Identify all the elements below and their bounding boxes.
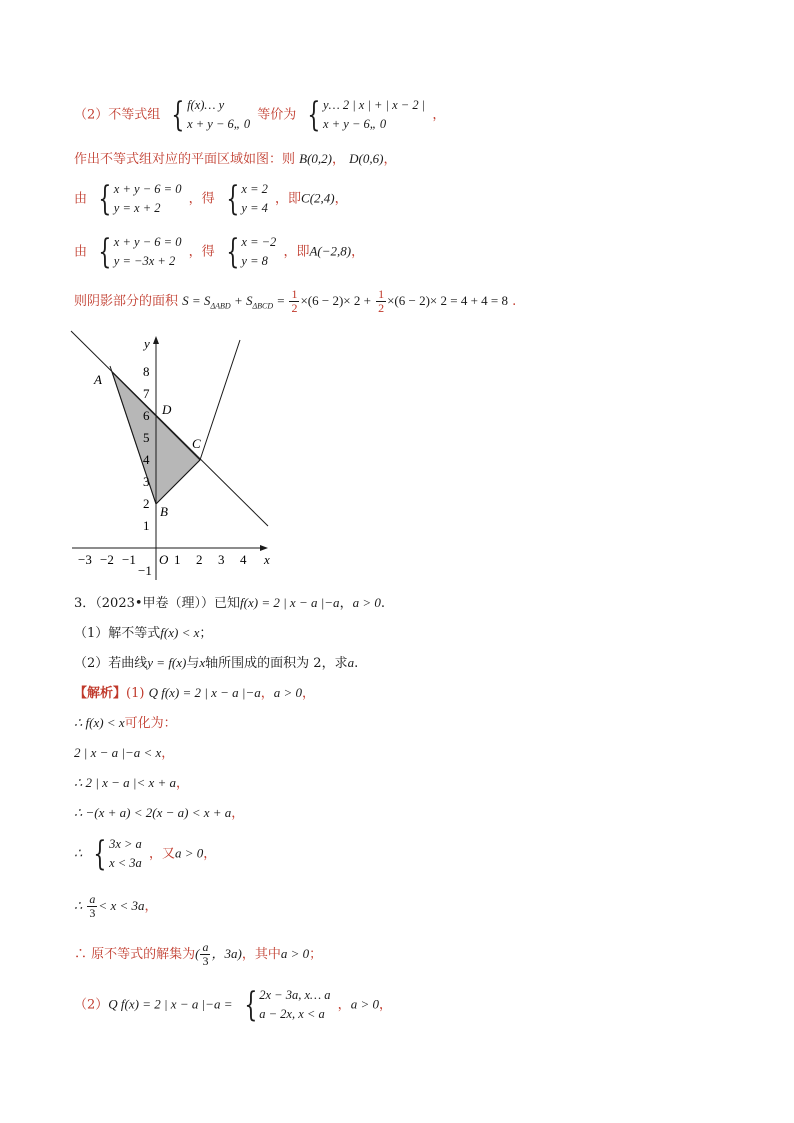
problem-3-statement <box>74 594 385 613</box>
solution-line <box>74 744 174 763</box>
math: ∴ 2 | x − a |< x + a <box>74 775 177 790</box>
text: (1) <box>126 686 145 701</box>
system-2: { x = 2 y = 4 <box>226 179 268 219</box>
text: . <box>512 294 517 309</box>
sys-row: x + y − 6 = 0 <box>113 182 182 196</box>
y-tick-6: 6 <box>143 408 150 423</box>
text: ，得 <box>188 244 215 260</box>
sys-row: x + y − 6„ 0 <box>323 117 387 131</box>
line-area <box>74 288 516 316</box>
line-solve-a <box>74 233 364 271</box>
solution-line <box>74 941 322 968</box>
sys-row: x = 2 <box>241 182 268 196</box>
sys-row: y = −3x + 2 <box>113 254 176 268</box>
sys-row: y = x + 2 <box>113 201 161 215</box>
text: ∴ 原不等式的解集为 <box>74 947 196 962</box>
text: 等价为 <box>257 107 297 123</box>
math: + S <box>230 293 253 308</box>
text: ， <box>432 107 446 123</box>
text: 由 <box>74 191 88 207</box>
math: y = f(x) <box>147 655 187 670</box>
numerator: a <box>89 892 96 906</box>
text: ， <box>351 244 365 260</box>
line-solve-c <box>74 180 348 218</box>
math: a > 0 <box>352 595 381 610</box>
system-1: { f(x)… y x + y − 6„ 0 <box>171 95 251 135</box>
text: ； <box>309 947 323 962</box>
text: ； <box>199 626 213 641</box>
math: ，3a) <box>211 946 242 961</box>
problem-3-part-2 <box>74 654 358 673</box>
region-graph <box>66 328 286 588</box>
text: ，其中 <box>241 947 281 962</box>
denominator: 2 <box>378 301 385 315</box>
y-tick-8: 8 <box>143 364 150 379</box>
math: Q f(x) = 2 | x − a |−a = <box>108 996 233 1012</box>
math: ∴ <box>74 845 83 861</box>
math: a > 0 <box>350 996 379 1012</box>
system-1: { x + y − 6 = 0 y = x + 2 <box>98 179 182 219</box>
math: Q f(x) = 2 | x − a |−a <box>148 685 261 700</box>
math: S = S <box>182 293 211 308</box>
text: ，即 <box>283 244 310 260</box>
math: a > 0 <box>280 946 310 961</box>
math: ×(6 − 2)× 2 + <box>300 293 371 308</box>
math: D(0,6) <box>349 151 384 166</box>
text: ， <box>161 746 175 761</box>
fraction-half <box>376 288 386 315</box>
text: 由 <box>74 244 88 260</box>
solution-start <box>74 684 315 703</box>
math: A(−2,8) <box>309 243 352 259</box>
text: ， <box>144 899 158 914</box>
point-b-label: B <box>160 504 168 519</box>
x-tick-3: 3 <box>218 552 225 567</box>
system-2: { y… 2 | x | + | x − 2 | x + y − 6„ 0 <box>307 95 426 135</box>
math: ( <box>195 946 200 961</box>
point-c-label: C <box>192 436 201 451</box>
subscript: ΔBCD <box>252 301 274 311</box>
math: ×(6 − 2)× 2 = 4 + 4 = 8 <box>387 293 508 308</box>
system-1: { x + y − 6 = 0 y = −3x + 2 <box>98 232 182 272</box>
y-axis-label: y <box>144 336 150 351</box>
x-tick-1: 1 <box>174 552 181 567</box>
text: ， <box>337 997 351 1013</box>
math: a <box>347 655 355 670</box>
line-region <box>74 150 396 169</box>
numerator: 1 <box>291 287 298 301</box>
math: x <box>199 655 206 670</box>
math: a > 0 <box>174 845 204 861</box>
math: ∴ f(x) < x <box>74 715 125 730</box>
text: ， <box>260 686 274 701</box>
math: < x < 3a <box>98 898 145 913</box>
x-tick-minus-3: −3 <box>78 552 92 567</box>
solution-line <box>74 835 216 873</box>
sys-row: 3x > a <box>109 837 142 851</box>
point-a-label: A <box>94 372 102 387</box>
y-tick-7: 7 <box>143 386 150 401</box>
y-tick-3: 3 <box>143 474 150 489</box>
text: 则阴影部分的面积 <box>74 294 179 309</box>
text: ，又 <box>148 846 175 862</box>
sys-row: a − 2x, x < a <box>259 1007 325 1021</box>
problem-3-part-1 <box>74 624 212 643</box>
math: B(0,2) <box>299 151 333 166</box>
origin-label: O <box>159 552 169 567</box>
text: 可化为： <box>124 716 177 731</box>
x-tick-minus-2: −2 <box>100 552 114 567</box>
fraction-half <box>289 288 299 315</box>
x-tick-2: 2 <box>196 552 203 567</box>
point-d-label: D <box>162 402 172 417</box>
sys-row: x < 3a <box>109 856 142 870</box>
text: . <box>354 656 359 671</box>
x-axis-label: x <box>264 552 270 567</box>
math: a > 0 <box>273 685 303 700</box>
math: = <box>273 293 289 308</box>
text: （2） <box>74 997 109 1013</box>
text: ， <box>203 846 217 862</box>
line-inequality-system <box>74 96 445 134</box>
text: 3．（2023•甲卷（理））已知 <box>74 596 241 611</box>
denominator: 2 <box>291 301 298 315</box>
solution-line <box>74 714 177 733</box>
text: ， <box>302 686 316 701</box>
y-tick-4: 4 <box>143 452 150 467</box>
solution-label: 【解析】 <box>74 686 127 701</box>
piecewise-system: { 2x − 3a, x… a a − 2x, x < a <box>243 985 331 1025</box>
math: 2 | x − a |−a < x <box>74 745 162 760</box>
text: . <box>380 596 385 611</box>
sys-row: 2x − 3a, x… a <box>259 988 331 1002</box>
text: ， <box>332 152 346 167</box>
text: 与 <box>186 656 200 671</box>
x-arrow <box>260 545 268 551</box>
sys-row: x + y − 6„ 0 <box>187 117 251 131</box>
text: ， <box>339 596 353 611</box>
text: （1）解不等式 <box>74 626 161 641</box>
text: ， <box>231 806 245 821</box>
x-tick-minus-1: −1 <box>122 552 136 567</box>
sys-row: y… 2 | x | + | x − 2 | <box>323 98 426 112</box>
numerator: a <box>202 940 209 954</box>
y-arrow <box>153 336 159 344</box>
numerator: 1 <box>378 287 385 301</box>
y-tick-minus-1: −1 <box>138 563 152 578</box>
system: { 3x > a x < 3a <box>93 834 142 874</box>
fraction <box>87 893 97 920</box>
denominator: 3 <box>89 906 96 920</box>
system-2: { x = −2 y = 8 <box>226 232 277 272</box>
solution-line <box>74 804 244 823</box>
text: （2）不等式组 <box>74 107 161 123</box>
sys-row: y = 4 <box>241 201 268 215</box>
y-tick-2: 2 <box>143 496 150 511</box>
area-formula <box>182 293 289 311</box>
line-x-plus-y-6 <box>71 331 268 526</box>
sys-row: y = 8 <box>241 254 268 268</box>
sys-row: f(x)… y <box>187 98 225 112</box>
sys-row: x = −2 <box>241 235 277 249</box>
y-tick-1: 1 <box>143 518 150 533</box>
text: ，得 <box>188 191 215 207</box>
text: ， <box>334 191 348 207</box>
fraction <box>200 941 210 968</box>
math: f(x) < x <box>160 625 200 640</box>
text: ， <box>383 152 397 167</box>
math: f(x) = 2 | x − a |−a <box>240 595 340 610</box>
text: ， <box>176 776 190 791</box>
solution-line <box>74 774 189 793</box>
text: 轴所围成的面积为 2，求 <box>205 656 348 671</box>
math: ∴ <box>74 898 83 913</box>
text: （2）若曲线 <box>74 656 148 671</box>
text: ， <box>378 997 392 1013</box>
denominator: 3 <box>202 954 209 968</box>
sys-row: x + y − 6 = 0 <box>113 235 182 249</box>
solution-part-2 <box>74 986 392 1024</box>
math: ∴ −(x + a) < 2(x − a) < x + a <box>74 805 232 820</box>
subscript: ΔABD <box>210 301 231 311</box>
text: ，即 <box>275 191 302 207</box>
solution-line <box>74 893 158 920</box>
x-tick-4: 4 <box>240 552 247 567</box>
y-tick-5: 5 <box>143 430 150 445</box>
text: 作出不等式组对应的平面区域如图：则 <box>74 152 296 167</box>
math: C(2,4) <box>301 190 335 206</box>
